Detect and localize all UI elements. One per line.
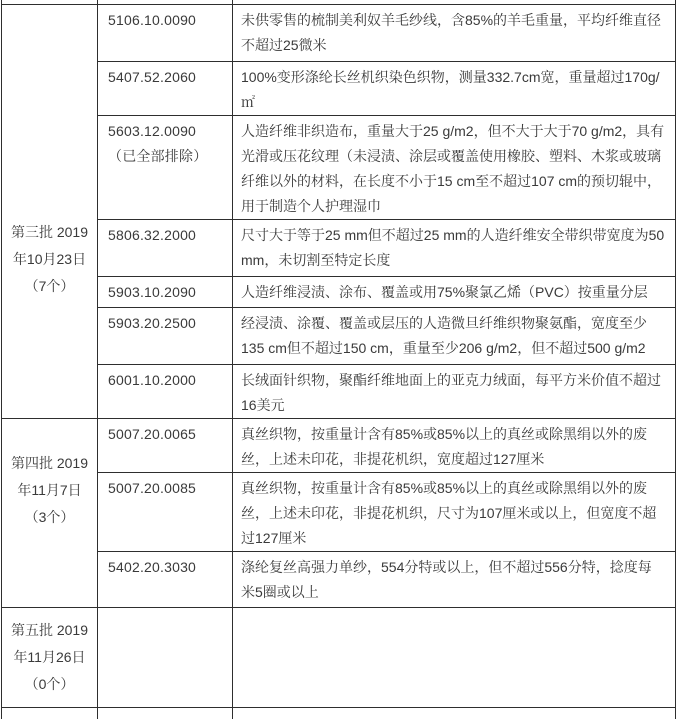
hs-code: 5903.10.2090	[108, 280, 228, 305]
product-desc-cell	[233, 220, 676, 277]
table-row	[2, 220, 676, 277]
table-row	[2, 552, 676, 608]
product-desc-cell	[233, 419, 676, 473]
hs-code-cell	[98, 365, 233, 419]
batch-cell-batch3	[2, 5, 98, 419]
hs-code: 5407.52.2060	[108, 65, 228, 90]
table-row	[2, 365, 676, 419]
table-row	[2, 419, 676, 473]
batch-count: （0个）	[25, 676, 75, 692]
hs-code-note: （已全部排除）	[108, 144, 228, 169]
batch-date: 2019年11月26日	[13, 622, 88, 665]
hs-code: 5007.20.0085	[108, 476, 228, 501]
hs-code: 5603.12.0090	[108, 119, 228, 144]
batch-cell	[2, 708, 98, 719]
batch-cell-batch4	[2, 419, 98, 608]
product-desc-cell	[233, 708, 676, 719]
product-desc: 人造纤维浸渍、涂布、覆盖或用75%聚氯乙烯（PVC）按重量分层	[241, 284, 648, 300]
product-desc-cell	[233, 116, 676, 220]
product-desc: 人造纤维非织造布，重量大于25 g/m2，但不大于大于70 g/m2，具有光滑或压花纹理（未浸渍、涂层或覆盖使用橡胶、塑料、木浆或玻璃纤维以外的材料，在长度不小于15 cm至不超过107 cm的预切辊中，用于制造个人护理湿巾	[241, 123, 664, 214]
product-desc: 涤纶复丝高强力单纱，554分特或以上，但不超过556分特，捻度每米5圈或以上	[241, 559, 652, 600]
batch-title: 第五批	[11, 622, 53, 638]
hs-code-cell	[98, 419, 233, 473]
table-row	[2, 5, 676, 62]
product-desc-cell	[233, 62, 676, 116]
batch-title: 第三批	[11, 224, 53, 240]
tariff-exclusion-table	[1, 0, 676, 719]
hs-code-cell	[98, 608, 233, 708]
product-desc: 尺寸大于等于25 mm但不超过25 mm的人造纤维安全带织带宽度为50 mm，未切割至特定长度	[241, 227, 664, 268]
hs-code-cell	[98, 473, 233, 552]
hs-code: 5007.20.0065	[108, 422, 228, 447]
product-desc: 未供零售的梳制美利奴羊毛纱线，含85%的羊毛重量，平均纤维直径不超过25微米	[241, 12, 661, 53]
product-desc-cell	[233, 277, 676, 308]
product-desc: 真丝织物，按重量计含有85%或85%以上的真丝或除黑绢以外的废丝，上述未印花，非提花机织，宽度超过127厘米	[241, 426, 647, 467]
product-desc-cell	[233, 552, 676, 608]
table-row	[2, 277, 676, 308]
hs-code-cell	[98, 116, 233, 220]
batch-count: （3个）	[25, 509, 75, 525]
product-desc: 长绒面针织物，聚酯纤维地面上的亚克力绒面，每平方米价值不超过16美元	[241, 372, 661, 413]
product-desc-cell	[233, 473, 676, 552]
hs-code: 6001.10.2000	[108, 368, 228, 393]
hs-code: 5806.32.2000	[108, 223, 228, 248]
batch-date: 2019年10月23日	[13, 224, 88, 267]
hs-code-cell	[98, 708, 233, 719]
table-row	[2, 608, 676, 708]
hs-code: 5903.20.2500	[108, 311, 228, 336]
product-desc-cell	[233, 5, 676, 62]
hs-code-cell	[98, 5, 233, 62]
hs-code: 5402.20.3030	[108, 555, 228, 580]
hs-code-cell	[98, 277, 233, 308]
batch-cell-batch5	[2, 608, 98, 708]
batch-title: 第四批	[11, 455, 53, 471]
product-desc-cell	[233, 308, 676, 365]
product-desc-cell	[233, 608, 676, 708]
batch-info	[5, 450, 94, 577]
table-row	[2, 473, 676, 552]
table-row	[2, 116, 676, 220]
product-desc: 经浸渍、涂覆、覆盖或层压的人造微旦纤维织物聚氨酯，宽度至少135 cm但不超过150 cm，重量至少206 g/m2，但不超过500 g/m2	[241, 315, 647, 356]
hs-code-cell	[98, 62, 233, 116]
hs-code-cell	[98, 220, 233, 277]
hs-code-cell	[98, 552, 233, 608]
table-row	[2, 62, 676, 116]
batch-info	[5, 123, 94, 300]
batch-date: 2019年11月7日	[17, 455, 88, 498]
batch-info	[5, 617, 94, 698]
product-desc: 真丝织物，按重量计含有85%或85%以上的真丝或除黑绢以外的废丝，上述未印花，非提花机织，尺寸为107厘米或以上，但宽度不超过127厘米	[241, 480, 656, 546]
hs-code-cell	[98, 308, 233, 365]
table-row-cropped-bottom	[2, 708, 676, 719]
product-desc-cell	[233, 365, 676, 419]
product-desc: 100%变形涤纶长丝机织染色织物，测量332.7cm宽，重量超过170g/㎡	[241, 69, 660, 110]
batch-count: （7个）	[25, 278, 75, 294]
hs-code: 5106.10.0090	[108, 8, 228, 33]
table-row	[2, 308, 676, 365]
